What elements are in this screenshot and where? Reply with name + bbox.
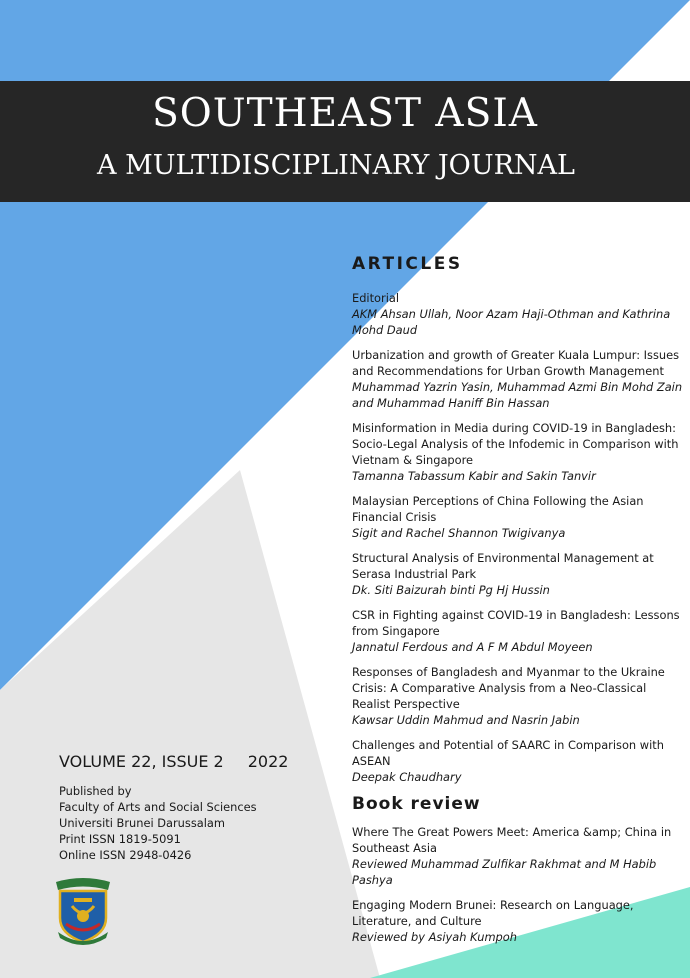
entry-title: CSR in Fighting against COVID-19 in Bangladesh: Lessons from Singapore: [352, 608, 680, 638]
entry-authors: Reviewed Muhammad Zulfikar Rakhmat and M Habib Pashya: [352, 857, 657, 887]
university-crest-icon: [52, 876, 114, 946]
entry-authors: Sigit and Rachel Shannon Twigivanya: [352, 526, 566, 540]
book-reviews-list: [352, 824, 684, 945]
entry-title: Challenges and Potential of SAARC in Comparison with ASEAN: [352, 738, 664, 768]
entry-authors: Deepak Chaudhary: [352, 770, 462, 784]
volume-line: [59, 752, 288, 771]
issue-year: 2022: [247, 752, 289, 771]
entry-authors: Reviewed by Asiyah Kumpoh: [352, 930, 517, 944]
book-review-entry: [352, 897, 684, 945]
article-entry: [352, 420, 684, 484]
entry-title: Engaging Modern Brunei: Research on Language, Literature, and Culture: [352, 898, 634, 928]
entry-authors: Muhammad Yazrin Yasin, Muhammad Azmi Bin Mohd Zain and Muhammad Haniff Bin Hassan: [352, 380, 683, 410]
entry-title: Misinformation in Media during COVID-19 in Bangladesh: Socio-Legal Analysis of the Infodemic in Comparison with Vietnam & Singapore: [352, 421, 679, 467]
entry-title: Malaysian Perceptions of China Following the Asian Financial Crisis: [352, 494, 644, 524]
online-issn: Online ISSN 2948-0426: [59, 848, 192, 862]
publisher-line: Published by: [59, 784, 132, 798]
book-review-entry: [352, 824, 684, 888]
entry-title: Editorial: [352, 291, 400, 305]
journal-subtitle: A MULTIDISCIPLINARY JOURNAL: [97, 150, 575, 181]
entry-title: Structural Analysis of Environmental Management at Serasa Industrial Park: [352, 551, 654, 581]
article-entry: [352, 290, 684, 338]
entry-authors: Dk. Siti Baizurah binti Pg Hj Hussin: [352, 583, 550, 597]
article-entry: [352, 550, 684, 598]
entry-title: Responses of Bangladesh and Myanmar to the Ukraine Crisis: A Comparative Analysis from a Neo-Classical Realist Perspective: [352, 665, 665, 711]
articles-heading: ARTICLES: [352, 254, 463, 274]
print-issn: Print ISSN 1819-5091: [59, 832, 181, 846]
article-entry: [352, 347, 684, 411]
articles-list: [352, 290, 684, 785]
entry-authors: Jannatul Ferdous and A F M Abdul Moyeen: [352, 640, 593, 654]
volume-issue: VOLUME 22, ISSUE 2: [59, 752, 224, 771]
entry-title: Urbanization and growth of Greater Kuala Lumpur: Issues and Recommendations for Urban Growth Management: [352, 348, 680, 378]
article-entry: [352, 607, 684, 655]
publisher-line: Faculty of Arts and Social Sciences: [59, 800, 257, 814]
article-entry: [352, 737, 684, 785]
publisher-line: Universiti Brunei Darussalam: [59, 816, 225, 830]
publisher-block: [59, 783, 288, 863]
entry-authors: Tamanna Tabassum Kabir and Sakin Tanvir: [352, 469, 596, 483]
entry-authors: Kawsar Uddin Mahmud and Nasrin Jabin: [352, 713, 580, 727]
entry-title: Where The Great Powers Meet: America &amp; China in Southeast Asia: [352, 825, 672, 855]
issue-info: [59, 752, 288, 863]
article-entry: [352, 493, 684, 541]
article-entry: [352, 664, 684, 728]
book-review-heading: Book review: [352, 794, 481, 814]
journal-title: SOUTHEAST ASIA: [152, 91, 538, 136]
contents-column: [352, 254, 684, 954]
entry-authors: AKM Ahsan Ullah, Noor Azam Haji-Othman and Kathrina Mohd Daud: [352, 307, 671, 337]
